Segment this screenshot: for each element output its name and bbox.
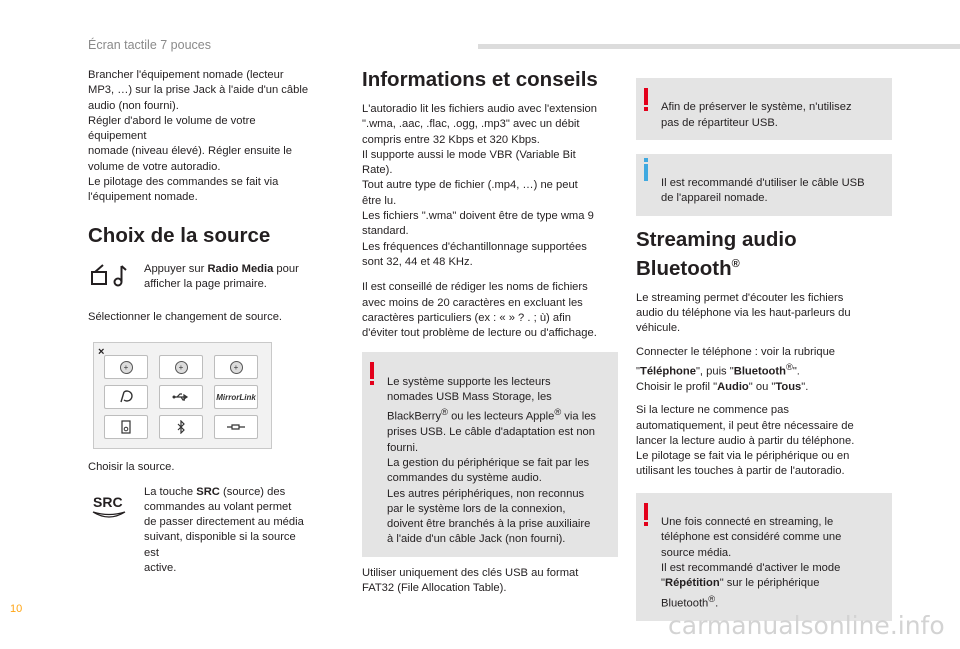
disc-icon: + [175,361,188,374]
column-left [88,68,312,576]
source-tile-1[interactable] [104,355,148,379]
source-tile-3[interactable] [214,355,258,379]
disc-icon: + [120,361,133,374]
choose-source-text: Choisir la source. [88,461,175,474]
source-tile-usb[interactable] [159,385,203,409]
warning-note-hub: Afin de préserver le système, n'utilisez pas de répartiteur USB. [636,78,892,140]
watermark: carmanualsonline.info [668,611,945,640]
src-key-text: La touche SRC (source) des commandes au volant permet de passer directement au média suivant, disponible si la source est active. [144,485,304,575]
source-tile-2[interactable] [159,355,203,379]
bluetooth-icon [176,420,186,434]
source-screen [93,342,272,449]
close-icon[interactable]: × [98,346,105,359]
step-radio-media-text: Appuyer sur Radio Media pour afficher la page primaire. [144,262,299,290]
source-tile-sd[interactable] [104,415,148,439]
audio-formats-paragraph: L'autoradio lit les fichiers audio avec l'extension ".wma, .aac, .flac, .ogg, .mp3" avec un débit compris entre 32 Kbps et 320 Kbps. Il supporte aussi le mode VBR (Variable Bit Rate). Tout autre type de fichier (.mp4, …) ne peut être lu. Les fichiers ".wma" doivent être de type wma 9 standard. Les fréquences d'échantillonnage supportées sont 32, 44 et 48 KHz. [362,103,597,268]
usb-icon [172,392,190,402]
heading-info-tips: Informations et conseils [362,68,598,91]
source-tile-aux[interactable] [104,385,148,409]
warning-icon [370,362,374,379]
jack-icon [226,423,246,431]
column-right [636,78,892,621]
step-src-key [88,485,312,577]
source-screen-figure [88,342,312,449]
select-source-text: Sélectionner le changement de source. [88,310,283,323]
header-rule [478,44,960,49]
disc-icon: + [230,361,243,374]
column-middle [362,68,618,596]
filename-paragraph: Il est conseillé de rédiger les noms de fichiers avec moins de 20 caractères en excluant les caractères particuliers (ex : « » ? . ; ù) afin d'éviter tout problème de lecture ou d'affichage. [362,281,597,340]
source-tile-mirrorlink[interactable] [214,385,258,409]
usb-format-paragraph: Utiliser uniquement des clés USB au format FAT32 (File Allocation Table). [362,566,579,595]
section-header: Écran tactile 7 pouces [88,38,211,52]
info-icon [644,164,648,181]
aux-icon [118,390,134,404]
storage-icon [121,420,131,434]
src-key-icon: SRC [88,485,144,525]
source-tile-bluetooth[interactable] [159,415,203,439]
connect-phone-paragraph: Connecter le téléphone : voir la rubrique "Téléphone", puis "Bluetooth®". Choisir le profil "Audio" ou "Tous". [636,345,836,393]
heading-source-choice: Choix de la source [88,223,271,247]
warning-icon [644,503,648,520]
intro-paragraph: Brancher l'équipement nomade (lecteur MP3, …) sur la prise Jack à l'aide d'un câble audio (non fourni). Régler d'abord le volume de votre équipement nomade (niveau élevé). Régler ensuite le volume de votre autoradio. Le pilotage des commandes se fait via l'équipement nomade. [88,69,309,204]
warning-icon [644,88,648,105]
page-number: 10 [10,603,23,615]
radio-media-icon [88,262,144,295]
source-tile-jack[interactable] [214,415,258,439]
info-note-cable: Il est recommandé d'utiliser le câble USB de l'appareil nomade. [636,154,892,216]
playback-paragraph: Si la lecture ne commence pas automatiquement, il peut être nécessaire de lancer la lecture audio à partir du téléphone. Le pilotage se fait via le périphérique ou en utilisant les touches à partir de l'autoradio. [636,404,855,478]
heading-bluetooth-streaming: Streaming audio Bluetooth® [636,227,797,280]
streaming-paragraph: Le streaming permet d'écouter les fichiers audio du téléphone via les haut-parleurs du véhicule. [636,291,851,335]
step-radio-media [88,262,312,295]
mirrorlink-label: MirrorLink [216,392,256,402]
warning-note-streaming: Une fois connecté en streaming, le téléphone est considéré comme une source média. Il est recommandé d'activer le mode "Répétition" sur le périphérique Bluetooth®. [636,493,892,621]
warning-note-usb: Le système supporte les lecteurs nomades USB Mass Storage, les BlackBerry® ou les lecteurs Apple® via les prises USB. Le câble d'adaptation est non fourni. La gestion du périphérique se fait par les commandes du système audio. Les autres périphériques, non reconnus par le système lors de la connexion, doivent être branchés à la prise auxiliaire à l'aide d'un câble Jack (non fourni). [362,352,618,556]
